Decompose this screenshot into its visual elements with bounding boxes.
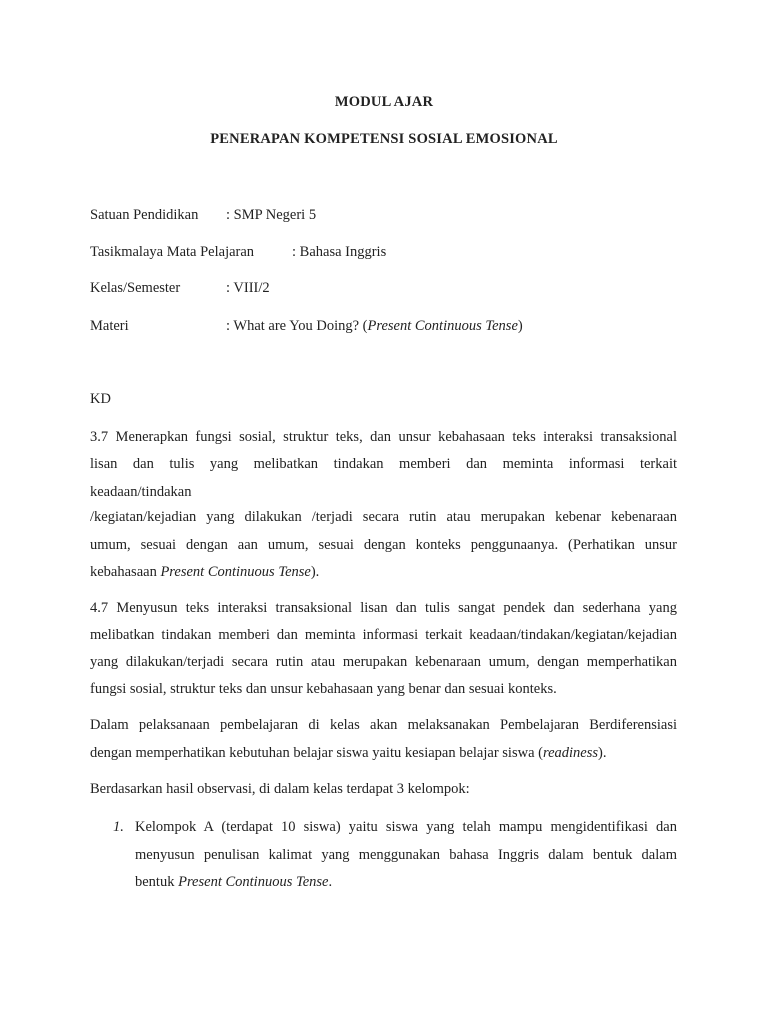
kd37-line-4: /kegiatan/kejadian yang dilakukan /terjadi secara rutin atau merupakan kebenar kebenaraan	[90, 509, 677, 525]
list-item-1-number: 1.	[113, 819, 124, 835]
mapel-value: : Bahasa Inggris	[292, 244, 387, 260]
kd47-line-4: fungsi sosial, struktur teks dan unsur kebahasaan yang benar dan sesuai konteks.	[90, 681, 557, 697]
materi-value-italic: Present Continuous Tense	[367, 318, 518, 334]
materi-value: : What are You Doing? (Present Continuous Tense)	[226, 318, 523, 334]
list-item-1-line-1: Kelompok A (terdapat 10 siswa) yaitu siswa yang telah mampu mengidentifikasi dan	[135, 819, 677, 835]
list-item-1-line-3: bentuk Present Continuous Tense.	[135, 874, 333, 890]
kd37-line-3: keadaan/tindakan	[90, 484, 192, 500]
diff-line-2: dengan memperhatikan kebutuhan belajar siswa yaitu kesiapan belajar siswa (readiness).	[90, 745, 607, 761]
satuan-label: Satuan Pendidikan	[90, 207, 199, 223]
kd47-line-3: yang dilakukan/terjadi secara rutin atau merupakan kebenaraan umum, dengan memperhatikan	[90, 654, 677, 670]
kd47-line-2: melibatkan tindakan memberi dan meminta informasi terkait keadaan/tindakan/kegiatan/kejadian	[90, 627, 677, 643]
document-title: MODUL AJAR	[334, 94, 434, 110]
kelas-label: Kelas/Semester	[90, 280, 181, 296]
kd37-line-6: kebahasaan Present Continuous Tense).	[90, 564, 320, 580]
list-item-1-line-2: menyusun penulisan kalimat yang menggunakan bahasa Inggris dalam bentuk dalam	[135, 847, 677, 863]
mapel-label: Tasikmalaya Mata Pelajaran	[90, 244, 255, 260]
satuan-value: : SMP Negeri 5	[226, 207, 317, 223]
kd-heading: KD	[90, 391, 111, 407]
kd37-line-1: 3.7 Menerapkan fungsi sosial, struktur teks, dan unsur kebahasaan teks interaksi transaksional	[90, 429, 677, 445]
kd37-line-5: umum, sesuai dengan aan umum, sesuai dengan konteks penggunaanya. (Perhatikan unsur	[90, 537, 677, 553]
document-subtitle: PENERAPAN KOMPETENSI SOSIAL EMOSIONAL	[210, 131, 558, 147]
kd37-line-6-italic: Present Continuous Tense	[160, 564, 311, 580]
kelas-value: : VIII/2	[226, 280, 270, 296]
list-item-1-line-3-italic: Present Continuous Tense	[178, 874, 329, 890]
diff-line-2-italic: readiness	[542, 745, 599, 761]
materi-label: Materi	[90, 318, 129, 334]
kd37-line-2: lisan dan tulis yang melibatkan tindakan memberi dan meminta informasi terkait	[90, 456, 677, 472]
diff-line-1: Dalam pelaksanaan pembelajaran di kelas akan melaksanakan Pembelajaran Berdiferensiasi	[90, 717, 677, 733]
kd47-line-1: 4.7 Menyusun teks interaksi transaksional lisan dan tulis sangat pendek dan sederhana yang	[90, 600, 677, 616]
observation-paragraph: Berdasarkan hasil observasi, di dalam kelas terdapat 3 kelompok:	[90, 781, 470, 797]
